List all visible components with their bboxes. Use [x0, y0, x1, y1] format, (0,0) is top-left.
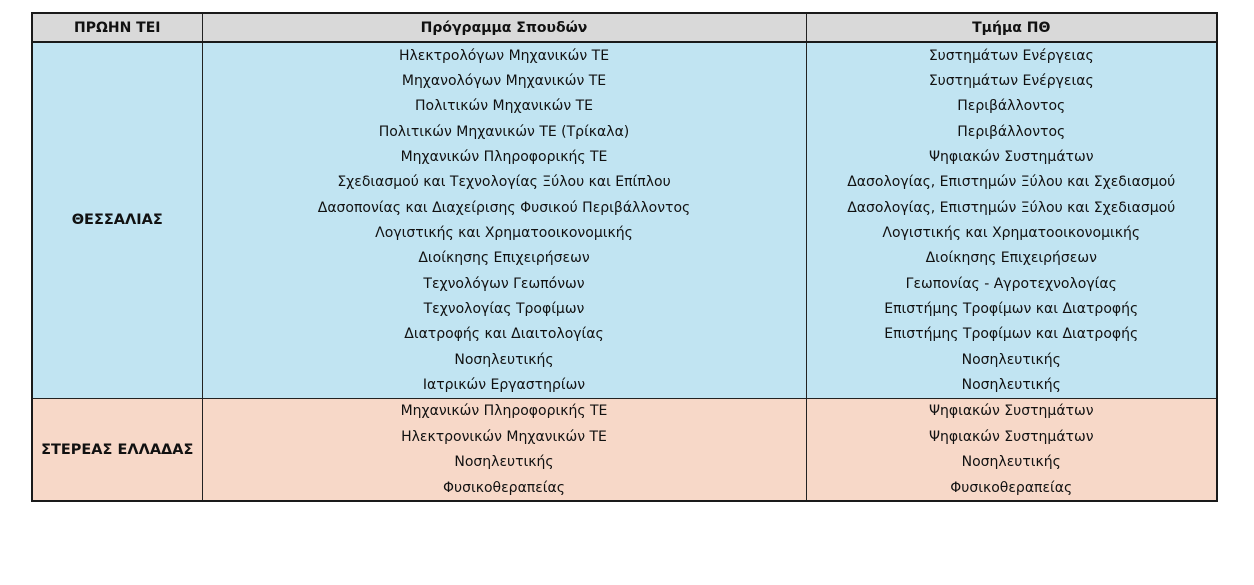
header-former-tei: ΠΡΩΗΝ ΤΕΙ	[32, 13, 202, 42]
program-cell: Δασοπονίας και Διαχείρισης Φυσικού Περιβάλλοντος	[202, 195, 806, 220]
department-cell: Δασολογίας, Επιστημών Ξύλου και Σχεδιασμού	[806, 195, 1217, 220]
department-cell: Επιστήμης Τροφίμων και Διατροφής	[806, 322, 1217, 347]
program-cell: Λογιστικής και Χρηματοοικονομικής	[202, 220, 806, 245]
region-cell: ΣΤΕΡΕΑΣ ΕΛΛΑΔΑΣ	[32, 398, 202, 501]
table-row	[32, 450, 1217, 475]
table-row	[32, 398, 1217, 424]
header-row	[32, 13, 1217, 42]
header-department: Τμήμα ΠΘ	[806, 13, 1217, 42]
department-cell: Λογιστικής και Χρηματοοικονομικής	[806, 220, 1217, 245]
program-cell: Ηλεκτρολόγων Μηχανικών ΤΕ	[202, 42, 806, 68]
program-cell: Ηλεκτρονικών Μηχανικών ΤΕ	[202, 424, 806, 449]
table-row	[32, 424, 1217, 449]
department-cell: Συστημάτων Ενέργειας	[806, 42, 1217, 68]
table-row	[32, 322, 1217, 347]
program-cell: Πολιτικών Μηχανικών ΤΕ	[202, 94, 806, 119]
department-cell: Νοσηλευτικής	[806, 347, 1217, 372]
programs-table	[31, 12, 1218, 502]
department-cell: Ψηφιακών Συστημάτων	[806, 144, 1217, 169]
table-row	[32, 144, 1217, 169]
table-row	[32, 68, 1217, 93]
department-cell: Περιβάλλοντος	[806, 94, 1217, 119]
table-body	[32, 42, 1217, 501]
program-cell: Διατροφής και Διαιτολογίας	[202, 322, 806, 347]
department-cell: Ψηφιακών Συστημάτων	[806, 398, 1217, 424]
program-cell: Σχεδιασμού και Τεχνολογίας Ξύλου και Επίπλου	[202, 170, 806, 195]
table-row	[32, 246, 1217, 271]
department-cell: Γεωπονίας - Αγροτεχνολογίας	[806, 271, 1217, 296]
department-cell: Φυσικοθεραπείας	[806, 475, 1217, 501]
header-study-program: Πρόγραμμα Σπουδών	[202, 13, 806, 42]
table-row	[32, 94, 1217, 119]
table-row	[32, 220, 1217, 245]
table-row	[32, 42, 1217, 68]
table-row	[32, 372, 1217, 398]
department-cell: Ψηφιακών Συστημάτων	[806, 424, 1217, 449]
department-cell: Δασολογίας, Επιστημών Ξύλου και Σχεδιασμού	[806, 170, 1217, 195]
program-cell: Νοσηλευτικής	[202, 450, 806, 475]
program-cell: Φυσικοθεραπείας	[202, 475, 806, 501]
table-row	[32, 170, 1217, 195]
table-row	[32, 119, 1217, 144]
program-cell: Πολιτικών Μηχανικών ΤΕ (Τρίκαλα)	[202, 119, 806, 144]
program-cell: Τεχνολογίας Τροφίμων	[202, 296, 806, 321]
table-row	[32, 296, 1217, 321]
region-cell: ΘΕΣΣΑΛΙΑΣ	[32, 42, 202, 398]
program-cell: Μηχανολόγων Μηχανικών ΤΕ	[202, 68, 806, 93]
program-cell: Νοσηλευτικής	[202, 347, 806, 372]
program-cell: Μηχανικών Πληροφορικής ΤΕ	[202, 398, 806, 424]
program-cell: Τεχνολόγων Γεωπόνων	[202, 271, 806, 296]
table-row	[32, 195, 1217, 220]
table-row	[32, 347, 1217, 372]
table-row	[32, 475, 1217, 501]
department-cell: Νοσηλευτικής	[806, 372, 1217, 398]
table-row	[32, 271, 1217, 296]
department-cell: Νοσηλευτικής	[806, 450, 1217, 475]
department-cell: Επιστήμης Τροφίμων και Διατροφής	[806, 296, 1217, 321]
program-cell: Ιατρικών Εργαστηρίων	[202, 372, 806, 398]
program-cell: Μηχανικών Πληροφορικής ΤΕ	[202, 144, 806, 169]
department-cell: Συστημάτων Ενέργειας	[806, 68, 1217, 93]
department-cell: Διοίκησης Επιχειρήσεων	[806, 246, 1217, 271]
program-cell: Διοίκησης Επιχειρήσεων	[202, 246, 806, 271]
department-cell: Περιβάλλοντος	[806, 119, 1217, 144]
